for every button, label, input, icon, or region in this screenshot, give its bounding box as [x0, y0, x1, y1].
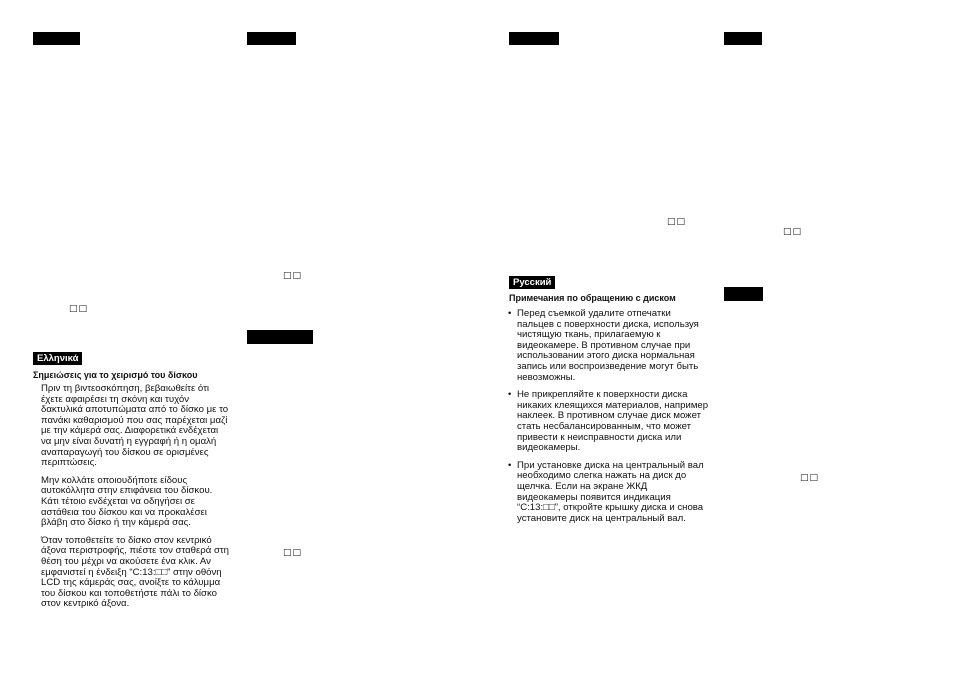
russian-language-tag: Русский [509, 276, 555, 289]
glyph-box-3: □□ [283, 548, 303, 558]
glyph-box-6: □□ [800, 473, 820, 483]
greek-paragraph-3: Όταν τοποθετείτε το δίσκο στον κεντρικό άξονα περιστροφής, πιέστε τον σταθερά στη θέση του μέχρι να ακούσετε ένα κλικ. Αν εμφανιστεί η ένδειξη “C:13:□□” στην οθόνη LCD της κάμεράς σας, ανοίξτε το κάλυμμα του δίσκου και τοποθετήστε πάλι το δίσκο στον κεντρικό άξονα. [41, 534, 230, 610]
glyph-box-5: □□ [783, 227, 803, 237]
column-header-bar-4 [724, 32, 762, 45]
russian-notes-list [508, 309, 710, 531]
greek-heading: Σημειώσεις για το χειρισμό του δίσκου [33, 370, 198, 380]
column-header-bar-1 [33, 32, 80, 45]
list-item [508, 309, 710, 383]
list-item-text: Не прикрепляйте к поверхности диска никаких клеящихся материалов, например наклеек. В противном случае диск может стать несбалансированным, что может привести к неисправности диска или видеокамеры. [517, 389, 709, 454]
glyph-box-2: □□ [283, 271, 303, 281]
list-item [508, 390, 710, 454]
bullet-icon: • [508, 459, 512, 471]
bullet-icon: • [508, 389, 512, 401]
greek-paragraph-2: Μην κολλάτε οποιουδήποτε είδους αυτοκόλλητα στην επιφάνεια του δίσκου. Κάτι τέτοιο ενδέχεται να οδηγήσει σε αστάθεια του δίσκου και να προκαλέσει βλάβη στο δίσκο ή την κάμερά σας. [41, 474, 213, 529]
list-item-text: Перед съемкой удалите отпечатки пальцев с поверхности диска, используя чистящую ткань, прилагаемую к видеокамере. В противном случае при использовании этого диска нормальная запись или воспроизведение могут быть невозможны. [517, 308, 699, 383]
list-item-text: При установке диска на центральный вал необходимо слегка нажать на диск до щелчка. Если на экране ЖКД видеокамеры появится индикация “C:13:□□”, откройте крышку диска и снова установите диск на центральный вал. [517, 459, 704, 524]
column-header-bar-3 [509, 32, 559, 45]
greek-paragraph-1: Πριν τη βιντεοσκόπηση, βεβαιωθείτε ότι έχετε αφαιρέσει τη σκόνη και τυχόν δακτυλικά αποτυπώματα από το δίσκο με το πανάκι καθαρισμού που σας παρέχεται μαζί με την κάμερά σας. Διαφορετικά ενδέχεται να μην είναι δυνατή η εγγραφή ή η ομαλή αναπαραγωγή του δίσκου σε ορισμένες περιπτώσεις. [41, 383, 229, 469]
greek-language-tag: Ελληνικά [33, 352, 82, 365]
greek-body [41, 384, 231, 617]
glyph-box-1: □□ [69, 304, 89, 314]
glyph-box-4: □□ [667, 217, 687, 227]
russian-heading: Примечания по обращению с диском [509, 293, 676, 303]
bullet-icon: • [508, 308, 512, 319]
column-header-bar-2 [247, 32, 296, 45]
section-bar-col2 [247, 330, 313, 344]
section-bar-col4 [724, 287, 763, 301]
list-item [508, 461, 710, 525]
